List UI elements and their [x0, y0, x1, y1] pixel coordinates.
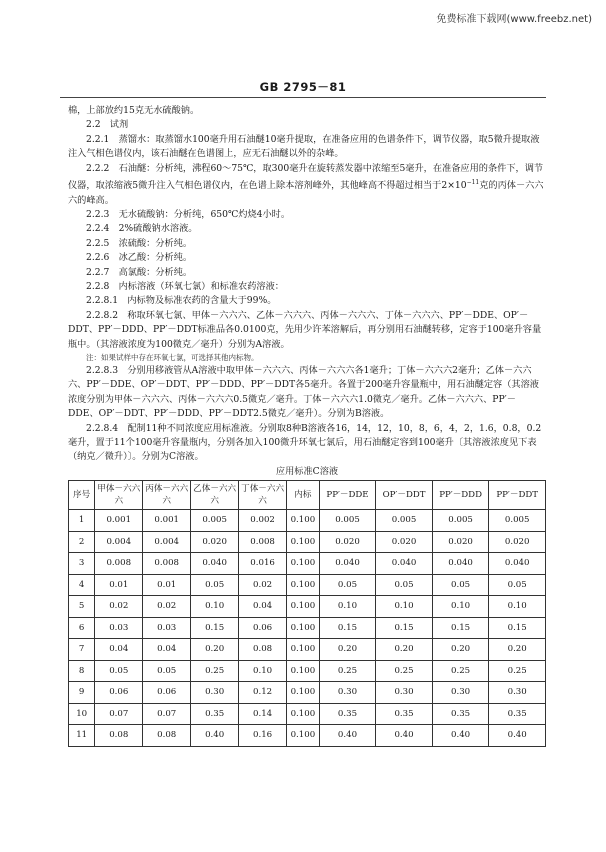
watermark-text: 免费标准下载网(www.freebz.net)	[436, 14, 592, 25]
table-cell: 0.02	[143, 596, 191, 618]
table-cell: 0.02	[95, 596, 143, 618]
paragraph-2-2-8: 2.2.8 内标溶液（环氧七氯）和标准农药溶液：	[86, 280, 284, 292]
table-cell: 0.15	[376, 617, 433, 639]
paragraph-2-2-6: 2.2.6 冰乙酸：分析纯。	[86, 252, 193, 264]
table-cell: 0.05	[143, 660, 191, 682]
table-cell: 0.12	[239, 682, 287, 704]
table-cell: 8	[69, 660, 95, 682]
table-cell: 0.100	[287, 725, 320, 747]
paragraph-2-2-8-3: 2.2.8.3 分别用移液管从A溶液中取甲体－六六六、丙体－六六六各1毫升；丁体－六六六2毫升；乙体－六六六、PP′－DDE、OP′－DDT、PP′－DDD、PP′－DDT各5毫升。各置于200毫升容量瓶中，用石油醚定容（其溶液浓度分别为甲体－六六六、丙体－六六六0.5微克／毫升。丁体－六六六1.0微克／毫升。乙体－六六六、PP′－DDE、OP′－DDT、PP′－DDD、PP′－DDT2.5微克／毫升）。分别为B溶液。	[68, 364, 539, 420]
standard-solution-table	[68, 480, 546, 747]
standard-number: GB 2795－81	[259, 80, 347, 94]
table-cell: 0.040	[432, 553, 489, 575]
table-cell: 0.008	[239, 531, 287, 553]
col-header: PP′－DDT	[489, 481, 546, 510]
table-cell: 0.35	[489, 703, 546, 725]
table-cell: 0.100	[287, 553, 320, 575]
table-cell: 0.100	[287, 574, 320, 596]
table-cell: 3	[69, 553, 95, 575]
table-cell: 7	[69, 639, 95, 661]
table-cell: 0.100	[287, 639, 320, 661]
section-heading-2-2: 2.2 试剂	[86, 119, 129, 131]
table-cell: 0.30	[489, 682, 546, 704]
table-row	[69, 682, 546, 704]
table-cell: 0.01	[95, 574, 143, 596]
paragraph-2-2-2-tail: 克的丙体－六六六的峰高。	[68, 180, 544, 206]
table-row	[69, 617, 546, 639]
table-cell: 0.06	[95, 682, 143, 704]
table-cell: 0.20	[489, 639, 546, 661]
paragraph-2-2-2	[68, 162, 546, 208]
table-cell: 0.08	[143, 725, 191, 747]
table-cell: 0.02	[239, 574, 287, 596]
table-cell: 1	[69, 510, 95, 532]
table-row	[69, 725, 546, 747]
table-row	[69, 574, 546, 596]
table-row	[69, 510, 546, 532]
table-cell: 0.16	[239, 725, 287, 747]
paragraph-2-2-8-4: 2.2.8.4 配制11种不同浓度应用标准液。分别取8种B溶液各16，14，12，10，8，6，4，2，1.6，0.8，0.2毫升，置于11个100毫升容量瓶内，分别各加入100微升环氧七氯后，用石油醚定容到100毫升〔其溶液浓度见下表（纳克／微升）〕。分别为C溶液。	[68, 422, 542, 463]
table-cell: 0.05	[376, 574, 433, 596]
table-cell: 0.20	[319, 639, 376, 661]
table-cell: 0.35	[376, 703, 433, 725]
table-cell: 0.008	[95, 553, 143, 575]
table-cell: 0.040	[319, 553, 376, 575]
table-cell: 0.40	[319, 725, 376, 747]
table-cell: 0.002	[239, 510, 287, 532]
table-cell: 0.07	[95, 703, 143, 725]
table-cell: 5	[69, 596, 95, 618]
table-cell: 0.016	[239, 553, 287, 575]
table-cell: 0.05	[432, 574, 489, 596]
table-cell: 0.020	[489, 531, 546, 553]
table-cell: 0.008	[143, 553, 191, 575]
paragraph-2-2-8-2: 2.2.8.2 称取环氧七氯、甲体－六六六、乙体－六六六、丙体－六六六、丁体－六六六、PP′－DDE、OP′－DDT、PP′－DDD、PP′－DDT标准品各0.0100克，先用少许苯溶解后，再分别用石油醚转移，定容于100毫升容量瓶中。（其溶液浓度为100微克／毫升）分别为A溶液。	[68, 309, 542, 350]
paragraph-2-2-2-text: 2.2.2 石油醚：分析纯，沸程60～75℃，取300毫升在旋转蒸发器中浓缩至5毫升，在准备应用的条件下，调节仪器，取浓缩液5微升注入气相色谱仪内，在色谱上除本溶剂峰外，其他峰高不得超过相当于2×10	[68, 162, 544, 192]
paragraph-2-2-3: 2.2.3 无水硫酸钠：分析纯，650℃灼烧4小时。	[86, 208, 291, 220]
table-row	[69, 660, 546, 682]
table-cell: 0.30	[376, 682, 433, 704]
table-cell: 0.30	[191, 682, 239, 704]
table-cell: 0.08	[95, 725, 143, 747]
table-cell: 0.15	[432, 617, 489, 639]
table-cell: 0.40	[376, 725, 433, 747]
table-cell: 0.35	[319, 703, 376, 725]
table-cell: 0.06	[143, 682, 191, 704]
table-cell: 0.05	[95, 660, 143, 682]
table-title: 应用标准C溶液	[275, 465, 339, 477]
table-row	[69, 703, 546, 725]
table-cell: 0.020	[319, 531, 376, 553]
table-row	[69, 553, 546, 575]
table-row	[69, 639, 546, 661]
col-header: OP′－DDT	[376, 481, 433, 510]
table-cell: 0.40	[191, 725, 239, 747]
note-text: 注：如果试样中存在环氧七氯，可选择其他内标物。	[86, 352, 259, 362]
table-cell: 0.25	[376, 660, 433, 682]
table-cell: 0.10	[489, 596, 546, 618]
table-cell: 0.005	[432, 510, 489, 532]
table-cell: 0.04	[143, 639, 191, 661]
table-cell: 0.25	[489, 660, 546, 682]
table-cell: 0.040	[191, 553, 239, 575]
col-header: 丙体－六六六	[143, 481, 191, 510]
table-cell: 0.20	[191, 639, 239, 661]
table-cell: 0.005	[191, 510, 239, 532]
table-cell: 0.100	[287, 510, 320, 532]
table-cell: 0.35	[432, 703, 489, 725]
table-cell: 0.005	[376, 510, 433, 532]
table-cell: 0.001	[143, 510, 191, 532]
table-cell: 0.100	[287, 703, 320, 725]
col-header: PP′－DDD	[432, 481, 489, 510]
document-body	[68, 104, 546, 747]
table-cell: 0.40	[489, 725, 546, 747]
header-divider	[60, 97, 546, 98]
table-cell: 0.100	[287, 617, 320, 639]
table-body	[69, 510, 546, 747]
table-cell: 0.03	[143, 617, 191, 639]
table-cell: 0.10	[376, 596, 433, 618]
table-cell: 0.03	[95, 617, 143, 639]
col-header: 丁体－六六六	[239, 481, 287, 510]
paragraph-2-2-8-1: 2.2.8.1 内标物及标准农药的含量大于99%。	[86, 295, 277, 307]
table-cell: 0.20	[376, 639, 433, 661]
table-cell: 0.08	[239, 639, 287, 661]
table-cell: 10	[69, 703, 95, 725]
table-cell: 0.05	[191, 574, 239, 596]
table-cell: 0.10	[191, 596, 239, 618]
table-cell: 0.35	[191, 703, 239, 725]
table-cell: 0.25	[191, 660, 239, 682]
col-header: 内标	[287, 481, 320, 510]
table-cell: 0.04	[239, 596, 287, 618]
table-cell: 0.040	[489, 553, 546, 575]
table-cell: 6	[69, 617, 95, 639]
table-cell: 0.020	[376, 531, 433, 553]
table-row	[69, 531, 546, 553]
paragraph-2-2-5: 2.2.5 浓硫酸：分析纯。	[86, 237, 193, 249]
table-cell: 0.07	[143, 703, 191, 725]
table-cell: 0.04	[95, 639, 143, 661]
col-header: 序号	[69, 481, 95, 510]
paragraph-2-2-4: 2.2.4 2%硫酸钠水溶液。	[86, 223, 198, 235]
table-cell: 0.004	[95, 531, 143, 553]
table-cell: 0.100	[287, 596, 320, 618]
table-cell: 0.15	[319, 617, 376, 639]
table-cell: 0.040	[376, 553, 433, 575]
table-cell: 0.10	[239, 660, 287, 682]
table-cell: 0.020	[191, 531, 239, 553]
table-cell: 0.01	[143, 574, 191, 596]
table-cell: 0.25	[432, 660, 489, 682]
table-cell: 11	[69, 725, 95, 747]
table-cell: 0.14	[239, 703, 287, 725]
table-cell: 0.005	[319, 510, 376, 532]
col-header: PP′－DDE	[319, 481, 376, 510]
col-header: 甲体－六六六	[95, 481, 143, 510]
table-cell: 0.05	[319, 574, 376, 596]
table-cell: 0.100	[287, 660, 320, 682]
table-cell: 0.10	[432, 596, 489, 618]
table-cell: 0.15	[191, 617, 239, 639]
table-cell: 0.25	[319, 660, 376, 682]
paragraph-2-2-1: 2.2.1 蒸馏水：取蒸馏水100毫升用石油醚10毫升提取，在准备应用的色谱条件下，调节仪器，取5微升提取液注入气相色谱仪内，该石油醚在色谱图上，应无石油醚以外的杂峰。	[68, 133, 540, 160]
exponent: −11	[466, 179, 480, 187]
table-cell: 0.10	[319, 596, 376, 618]
paragraph-continuation: 棉，上部放约15克无水硫酸钠。	[68, 105, 200, 116]
table-cell: 0.15	[489, 617, 546, 639]
table-cell: 0.30	[432, 682, 489, 704]
paragraph-2-2-7: 2.2.7 高氯酸：分析纯。	[86, 266, 193, 278]
table-cell: 0.40	[432, 725, 489, 747]
table-cell: 0.20	[432, 639, 489, 661]
table-cell: 0.001	[95, 510, 143, 532]
table-header-row	[69, 481, 546, 510]
table-cell: 0.100	[287, 682, 320, 704]
col-header: 乙体－六六六	[191, 481, 239, 510]
table-cell: 0.020	[432, 531, 489, 553]
table-cell: 9	[69, 682, 95, 704]
table-cell: 2	[69, 531, 95, 553]
table-cell: 0.100	[287, 531, 320, 553]
table-row	[69, 596, 546, 618]
table-cell: 0.30	[319, 682, 376, 704]
table-cell: 0.004	[143, 531, 191, 553]
table-cell: 4	[69, 574, 95, 596]
table-cell: 0.05	[489, 574, 546, 596]
table-cell: 0.06	[239, 617, 287, 639]
table-cell: 0.005	[489, 510, 546, 532]
